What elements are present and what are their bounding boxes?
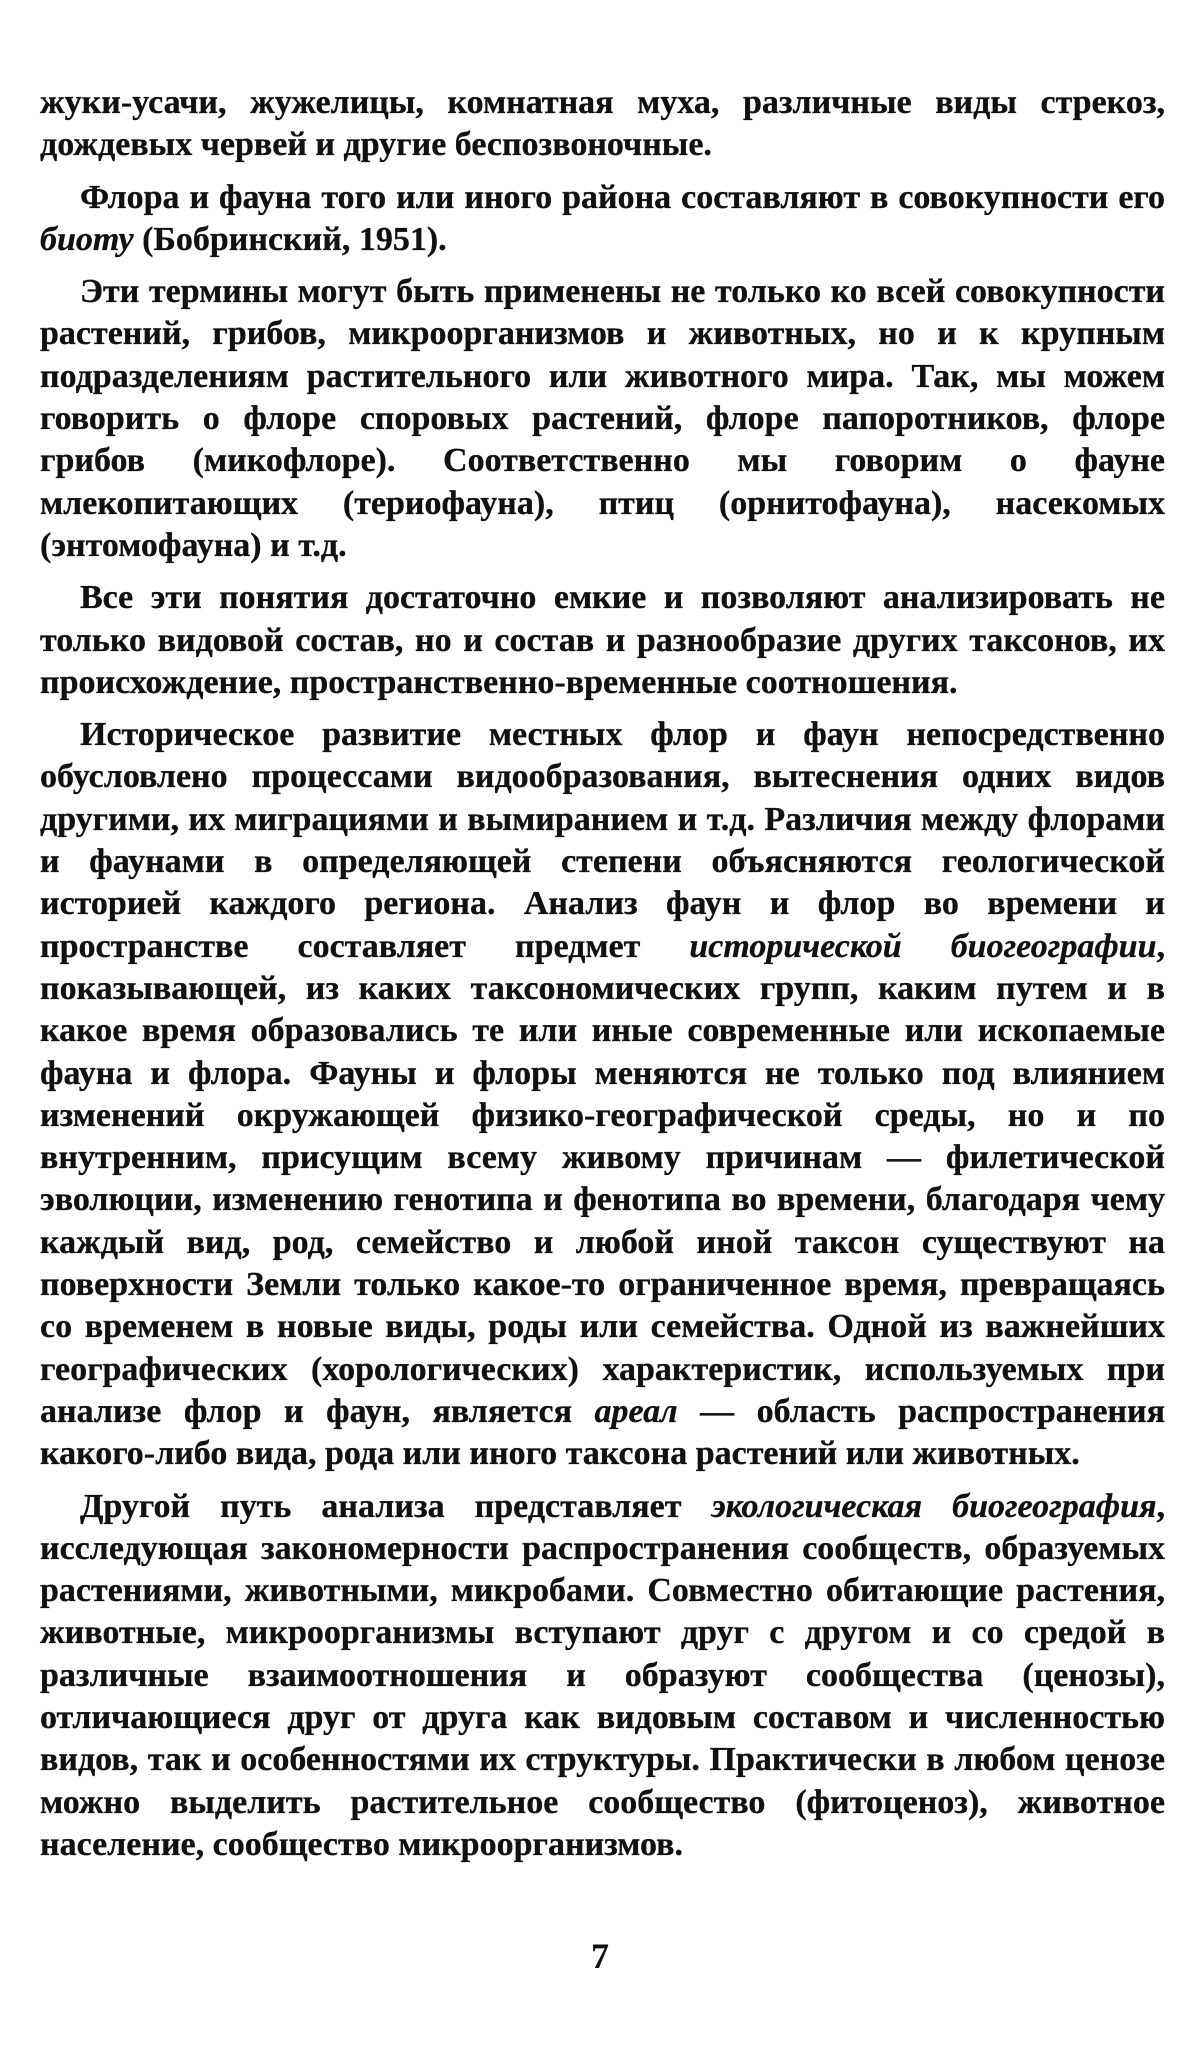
paragraph-text: — область распространения какого-либо вида, рода или иного таксона растений или животных. — [40, 1392, 1166, 1473]
italic-term-areal: ареал — [594, 1392, 678, 1430]
paragraph-text: , исследующая закономерности распространения сообществ, образуемых растениями, животными, микробами. Совместно обитающие растения, животные, микроорганизмы вступают друг с другом и со средой в различные взаимоотношения и образуют сообщества (ценозы), отличающиеся друг от друга как видовым составом и численностью видов, так и особенностями их структуры. Практически в любом ценозе можно выделить растительное сообщество (фитоценоз), животное население, сообщество микроорганизмов. — [40, 1487, 1165, 1863]
paragraph-ecological — [40, 1486, 1165, 1867]
page-body — [40, 82, 1165, 1876]
paragraph-concepts: Все эти понятия достаточно емкие и позволяют анализировать не только видовой состав, но и состав и разнообразие других таксонов, их происхождение, пространственно-временные соотношения. — [40, 579, 1165, 701]
paragraph-text: Флора и фауна того или иного района составляют в совокупности его — [80, 178, 1165, 216]
paragraph-continuation: жуки-усачи, жужелицы, комнатная муха, различные виды стрекоз, дождевых червей и другие беспозвоночные. — [40, 84, 1165, 164]
italic-term-biota: биоту — [40, 220, 134, 258]
paragraph-text: (Бобринский, 1951). — [133, 220, 447, 258]
paragraph-biota — [40, 177, 1165, 262]
page-number: 7 — [591, 1936, 609, 1976]
italic-term-historical-biogeography: исторической биогеографии — [689, 927, 1157, 965]
paragraph-text: Другой путь анализа представляет — [80, 1487, 712, 1525]
paragraph-terms: Эти термины могут быть применены не только ко всей совокупности растений, грибов, микроорганизмов и животных, но и к крупным подразделениям растительного или животного мира. Так, мы можем говорить о флоре споровых растений, флоре папоротников, флоре грибов (микофлоре). Соответственно мы говорим о фауне млекопитающих (териофауна), птиц (орнитофауна), насекомых (энтомофауна) и т.д. — [40, 273, 1165, 564]
paragraph-historical — [40, 714, 1165, 1475]
paragraph-text: Историческое развитие местных флор и фаун непосредственно обусловлено процессами видообразования, вытеснения одних видов другими, их миграциями и вымиранием и т.д. Различия между флорами и фаунами в определяющей степени объясняются геологической историей каждого региона. Анализ фаун и флор во времени и пространстве составляет предмет — [40, 716, 1165, 965]
italic-term-ecological-biogeography: экологическая биогеография — [711, 1487, 1157, 1525]
paragraph-text: , показывающей, из каких таксономических групп, каким путем и в какое время образовались те или иные современные или ископаемые фауна и флора. Фауны и флоры меняются не только под влиянием изменений окружающей физико-географической среды, но и по внутренним, присущим всему живому причинам — филетической эволюции, изменению генотипа и фенотипа во времени, благодаря чему каждый вид, род, семейство и любой иной таксон существуют на поверхности Земли только какое-то ограниченное время, превращаясь со временем в новые виды, роды или семейства. Одной из важнейших географических (хорологических) характеристик, используемых при анализе флор и фаун, является — [40, 927, 1165, 1430]
